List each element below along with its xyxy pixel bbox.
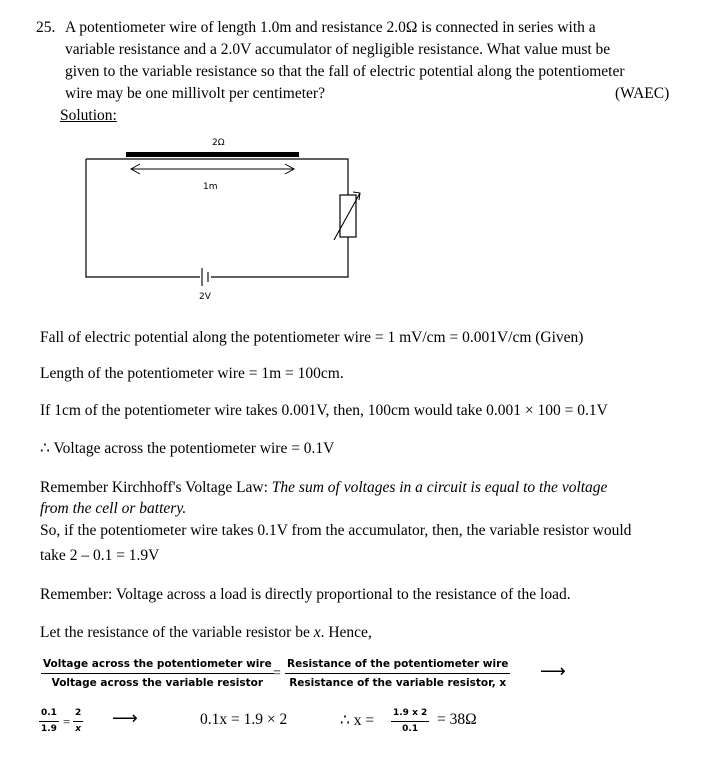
kvl-law-1: The sum of voltages in a circuit is equal to the voltage xyxy=(271,479,608,496)
remember-proportional: Remember: Voltage across a load is directly proportional to the resistance of the load. xyxy=(40,586,571,603)
final-equals-1: = xyxy=(63,714,71,729)
step-3: If 1cm of the potentiometer wire takes 0.001V, then, 100cm would take 0.001 × 100 = 0.1V xyxy=(40,402,608,419)
ratio-right-fraction: Resistance of the potentiometer wire Resistance of the variable resistor, x xyxy=(287,658,509,689)
length-label: 1m xyxy=(203,182,218,192)
battery-label: 2V xyxy=(199,292,211,302)
question-line-2: variable resistance and a 2.0V accumulator of negligible resistance. What value must be xyxy=(65,41,611,58)
let-line: Let the resistance of the variable resistor be x. Hence, xyxy=(40,624,372,641)
question-number: 25. xyxy=(36,19,56,36)
final-result: = 38Ω xyxy=(437,711,477,728)
question-line-4: wire may be one millivolt per centimeter? xyxy=(65,85,325,102)
ratio-equals: = xyxy=(273,666,281,681)
step-4: ∴ Voltage across the potentiometer wire = 0.1V xyxy=(40,440,335,457)
kvl-line-1 xyxy=(40,479,607,497)
kvl-so-2: take 2 – 0.1 = 1.9V xyxy=(40,547,160,564)
kvl-so-1: So, if the potentiometer wire takes 0.1V from the accumulator, then, the variable resistor would xyxy=(40,522,632,539)
solution-heading: Solution: xyxy=(60,107,117,124)
variable-resistor xyxy=(340,195,356,237)
cross-multiply: 0.1x = 1.9 × 2 xyxy=(200,711,288,728)
ratio-arrow: ⟶ xyxy=(540,661,566,682)
step-1: Fall of electric potential along the potentiometer wire = 1 mV/cm = 0.001V/cm (Given) xyxy=(40,329,584,346)
final-arrow: ⟶ xyxy=(112,708,138,729)
question-source: (WAEC) xyxy=(615,85,670,102)
resistance-label: 2Ω xyxy=(212,138,225,148)
kvl-law-2: from the cell or battery. xyxy=(40,500,187,517)
circuit-diagram xyxy=(0,0,725,320)
therefore-x: ∴ x = xyxy=(340,712,375,729)
question-line-3: given to the variable resistance so that the fall of electric potential along the potentiometer xyxy=(65,63,625,80)
question-line-1: A potentiometer wire of length 1.0m and resistance 2.0Ω is connected in series with a xyxy=(65,19,596,36)
fraction-0.1-over-1.9: 0.1 1.9 xyxy=(41,708,57,734)
fraction-result: 1.9 x 2 0.1 xyxy=(393,708,428,734)
kvl-intro: Remember Kirchhoff's Voltage Law: xyxy=(40,479,272,496)
ratio-left-fraction: Voltage across the potentiometer wire Voltage across the variable resistor xyxy=(43,658,272,689)
potentiometer-wire xyxy=(126,152,299,157)
fraction-2-over-x: 2 x xyxy=(75,708,82,734)
step-2: Length of the potentiometer wire = 1m = 100cm. xyxy=(40,365,344,382)
